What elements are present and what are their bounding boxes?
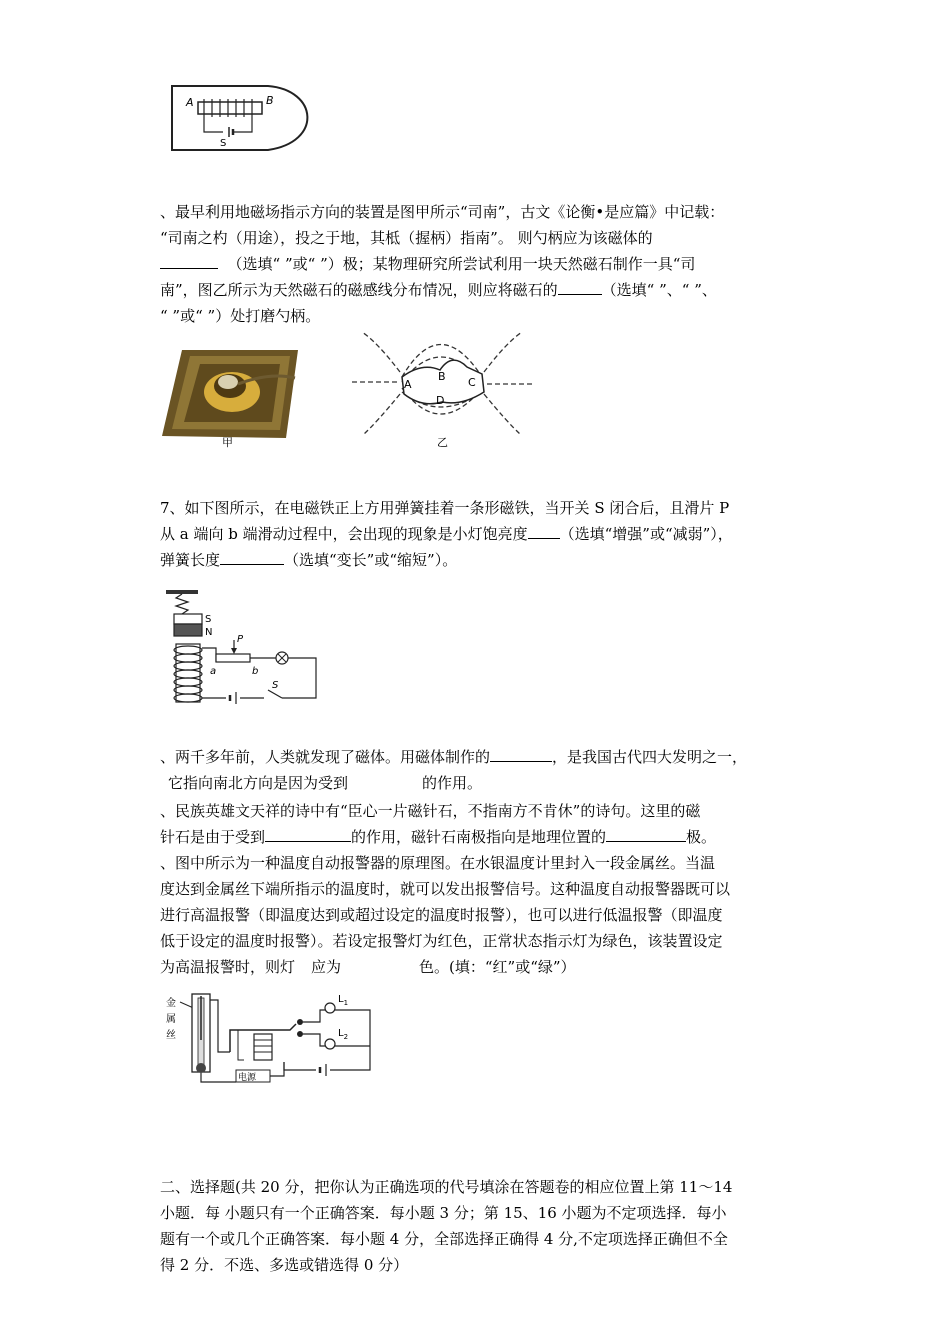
question-compass bbox=[160, 744, 800, 796]
sinan-line-3-text: （选填“ ”或“ ”）极；某物理研究所尝试利用一块天然磁石制作一具“司 bbox=[227, 255, 696, 273]
alarm-line-5 bbox=[160, 954, 800, 980]
slider-a-label: a bbox=[210, 666, 217, 677]
boat-label-s: S bbox=[220, 138, 227, 149]
sinan-line-4 bbox=[160, 277, 800, 303]
boat-electromagnet-figure bbox=[168, 82, 320, 154]
compass-line-2-text: 它指向南北方向是因为受到 bbox=[168, 774, 349, 792]
sinan-line-5: “ ”或“ ”）处打磨勺柄。 bbox=[160, 307, 321, 325]
compass-line-1 bbox=[160, 744, 800, 770]
lamp-l1-letter: L bbox=[338, 994, 344, 1005]
alarm-line-5-text: 为高温报警时，则灯 bbox=[160, 958, 296, 976]
lamp-l1-label bbox=[338, 994, 348, 1007]
q7-line-2-text-b: （选填“增强”或“减弱”）， bbox=[559, 525, 733, 543]
alarm-line-3: 进行高温报警（即温度达到或超过设定的温度时报警），也可以进行低温报警（即温度 bbox=[160, 906, 723, 924]
lamp-l2-letter: L bbox=[338, 1028, 344, 1039]
lamp-l2-label bbox=[338, 1028, 348, 1041]
q7-line-2 bbox=[160, 521, 800, 547]
section2-line-4: 得 2 分．不选、多选或错选得 0 分） bbox=[160, 1256, 409, 1274]
poem-line-2-text-c: 极。 bbox=[686, 828, 717, 846]
answer-blank[interactable] bbox=[160, 251, 218, 269]
magnet-label-b: B bbox=[438, 370, 446, 383]
section-2-instructions bbox=[160, 1174, 800, 1278]
slider-b-label: b bbox=[252, 666, 259, 677]
magnet-label-a: A bbox=[404, 378, 412, 391]
answer-blank[interactable] bbox=[558, 277, 602, 295]
poem-line-2-text-b: 的作用，磁针石南极指向是地理位置的 bbox=[351, 828, 607, 846]
lamp-l1-sub: 1 bbox=[343, 999, 349, 1007]
slider-p-label: P bbox=[237, 634, 244, 645]
compass-line-1-text: 、两千多年前，人类就发现了磁体。用磁体制作的 bbox=[160, 748, 491, 766]
wire-label-3: 丝 bbox=[166, 1030, 176, 1041]
q7-line-3 bbox=[160, 547, 800, 573]
question-poem bbox=[160, 798, 800, 850]
poem-line-2 bbox=[160, 824, 800, 850]
electromagnet-circuit-figure bbox=[160, 588, 330, 714]
compass-line-2 bbox=[160, 770, 800, 796]
alarm-line-1: 、图中所示为一种温度自动报警器的原理图。在水银温度计里封入一段金属丝。当温 bbox=[160, 854, 716, 872]
question-sinan bbox=[160, 199, 800, 329]
poem-line-1: 、民族英雄文天祥的诗中有“臣心一片磁针石，不指南方不肯休”的诗句。这里的磁 bbox=[160, 802, 701, 820]
q7-line-2-text: 从 a 端向 b 端滑动过程中，会出现的现象是小灯饱亮度 bbox=[160, 525, 528, 543]
question-alarm bbox=[160, 850, 800, 980]
wire-label-2: 属 bbox=[166, 1014, 176, 1025]
sinan-line-2: “司南之杓（用途），投之于地，其柢（握柄）指南”。 则勺柄应为该磁体的 bbox=[160, 229, 653, 247]
compass-line-1-text-b: ，是我国古代四大发明之一， bbox=[552, 748, 748, 766]
boat-label-a: A bbox=[186, 96, 194, 109]
boat-label-b: B bbox=[266, 94, 274, 107]
answer-blank[interactable] bbox=[606, 824, 686, 842]
q7-line-3-text: 弹簧长度 bbox=[160, 551, 221, 569]
section2-line-2: 小题．每 小题只有一个正确答案．每小题 3 分；第 15、16 小题为不定项选择．每小 bbox=[160, 1204, 727, 1222]
lodestone-field-figure bbox=[342, 322, 538, 450]
sinan-line-3 bbox=[160, 251, 800, 277]
sinan-line-4-text-b: （选填“ ”、“ ”、 bbox=[601, 281, 717, 299]
sinan-line-4-text: 南”，图乙所示为天然磁石的磁感线分布情况，则应将磁石的 bbox=[160, 281, 558, 299]
lamp-l2-sub: 2 bbox=[343, 1033, 349, 1041]
caption-yi: 乙 bbox=[437, 436, 448, 449]
alarm-line-5-text-c: 色。(填：“红”或“绿”） bbox=[419, 958, 576, 976]
section2-line-3: 题有一个或几个正确答案．每小题 4 分，全部选择正确得 4 分,不定项选择正确但不全 bbox=[160, 1230, 728, 1248]
power-label: 电源 bbox=[238, 1073, 257, 1083]
alarm-line-4: 低于设定的温度时报警）。若设定报警灯为红色，正常状态指示灯为绿色，该装置设定 bbox=[160, 932, 723, 950]
compass-line-2-text-b: 的作用。 bbox=[422, 774, 483, 792]
switch-s-label: S bbox=[272, 680, 279, 691]
q7-line-3-text-b: （选填“变长”或“缩短”）。 bbox=[284, 551, 458, 569]
poem-line-2-text: 针石是由于受到 bbox=[160, 828, 266, 846]
magnet-label-c: C bbox=[468, 376, 476, 389]
answer-blank[interactable] bbox=[528, 521, 560, 539]
magnet-s-label: S bbox=[205, 614, 212, 625]
wire-label-1: 金 bbox=[166, 998, 176, 1009]
magnet-n-label: N bbox=[205, 627, 213, 638]
answer-blank[interactable] bbox=[490, 744, 552, 762]
alarm-line-2: 度达到金属丝下端所指示的温度时，就可以发出报警信号。这种温度自动报警器既可以 bbox=[160, 880, 731, 898]
answer-blank[interactable] bbox=[265, 824, 351, 842]
section2-line-1: 二、选择题(共 20 分，把你认为正确选项的代号填涂在答题卷的相应位置上第 11～14 bbox=[160, 1178, 733, 1196]
q7-line-1: 7、如下图所示，在电磁铁正上方用弹簧挂着一条形磁铁，当开关 S 闭合后，且滑片 P bbox=[160, 499, 730, 517]
alarm-line-5-text-b: 应为 bbox=[311, 958, 342, 976]
sinan-line-1: 、最早利用地磁场指示方向的装置是图甲所示“司南”，古文《论衡•是应篇》中记载： bbox=[160, 203, 725, 221]
magnet-label-d: D bbox=[436, 394, 445, 407]
question-7 bbox=[160, 495, 800, 573]
answer-blank[interactable] bbox=[220, 547, 284, 565]
temperature-alarm-figure bbox=[160, 990, 380, 1086]
sinan-spoon-figure bbox=[160, 346, 300, 450]
caption-jia: 甲 bbox=[222, 436, 233, 449]
